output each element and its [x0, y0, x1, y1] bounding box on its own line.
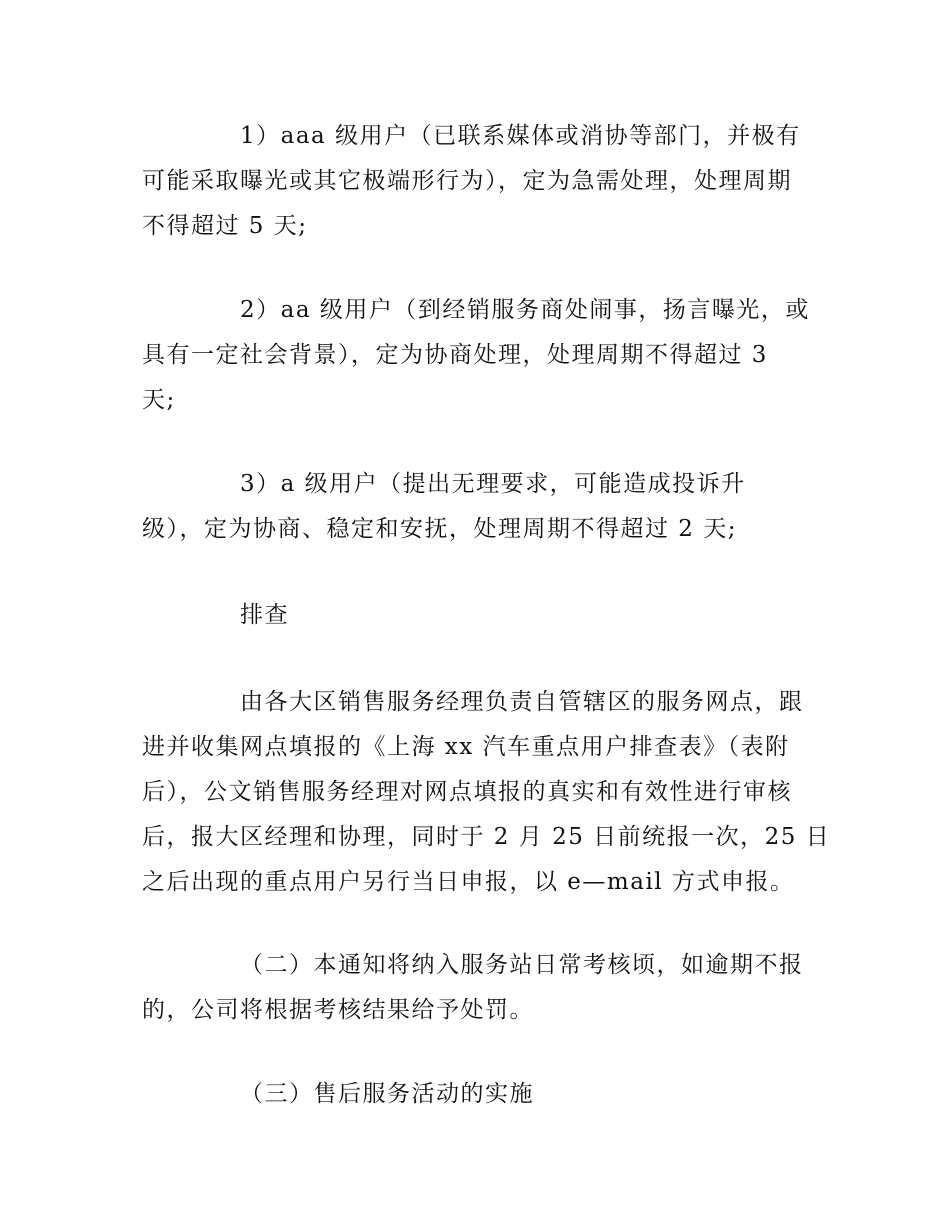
section-heading-after-sales-activities	[142, 1072, 822, 1117]
paragraph-line: （二）本通知将纳入服务站日常考核顷，如逾期不报	[240, 952, 804, 978]
paragraph-line: 不得超过 5 天;	[142, 213, 308, 239]
paragraph-line: 具有一定社会背景），定为协商处理，处理周期不得超过 3	[142, 342, 768, 368]
heading-line: （三）售后服务活动的实施	[240, 1081, 534, 1107]
paragraph-line: 的，公司将根据考核结果给予处罚。	[142, 997, 534, 1023]
heading-line: 排查	[240, 602, 289, 628]
paragraph-line: 级），定为协商、稳定和安抚，处理周期不得超过 2 天;	[142, 516, 738, 542]
paragraph-line: 1）aaa 级用户（已联系媒体或消协等部门，并极有	[240, 123, 801, 149]
paragraph-investigation-procedure	[142, 680, 831, 905]
paragraph-line: 后，报大区经理和协理，同时于 2 月 25 日前统报一次，25 日	[142, 824, 831, 850]
section-heading-investigation	[142, 593, 822, 638]
paragraph-a-level-users	[142, 462, 822, 552]
paragraph-line: 可能采取曝光或其它极端形行为），定为急需处理，处理周期	[142, 168, 792, 194]
paragraph-aaa-level-users	[142, 114, 822, 249]
paragraph-line: 3）a 级用户（提出无理要求，可能造成投诉升	[240, 471, 746, 497]
paragraph-line: 进并收集网点填报的《上海 xx 汽车重点用户排查表》（表附	[142, 734, 790, 760]
paragraph-aa-level-users	[142, 288, 822, 423]
paragraph-line: 2）aa 级用户（到经销服务商处闹事，扬言曝光，或	[240, 297, 810, 323]
paragraph-line: 后），公文销售服务经理对网点填报的真实和有效性进行审核	[142, 779, 792, 805]
paragraph-line: 之后出现的重点用户另行当日申报，以 e—mail 方式申报。	[142, 869, 795, 895]
paragraph-line: 由各大区销售服务经理负责自管辖区的服务网点，跟	[240, 689, 804, 715]
paragraph-assessment-notice	[142, 943, 822, 1033]
paragraph-line: 天;	[142, 387, 176, 413]
